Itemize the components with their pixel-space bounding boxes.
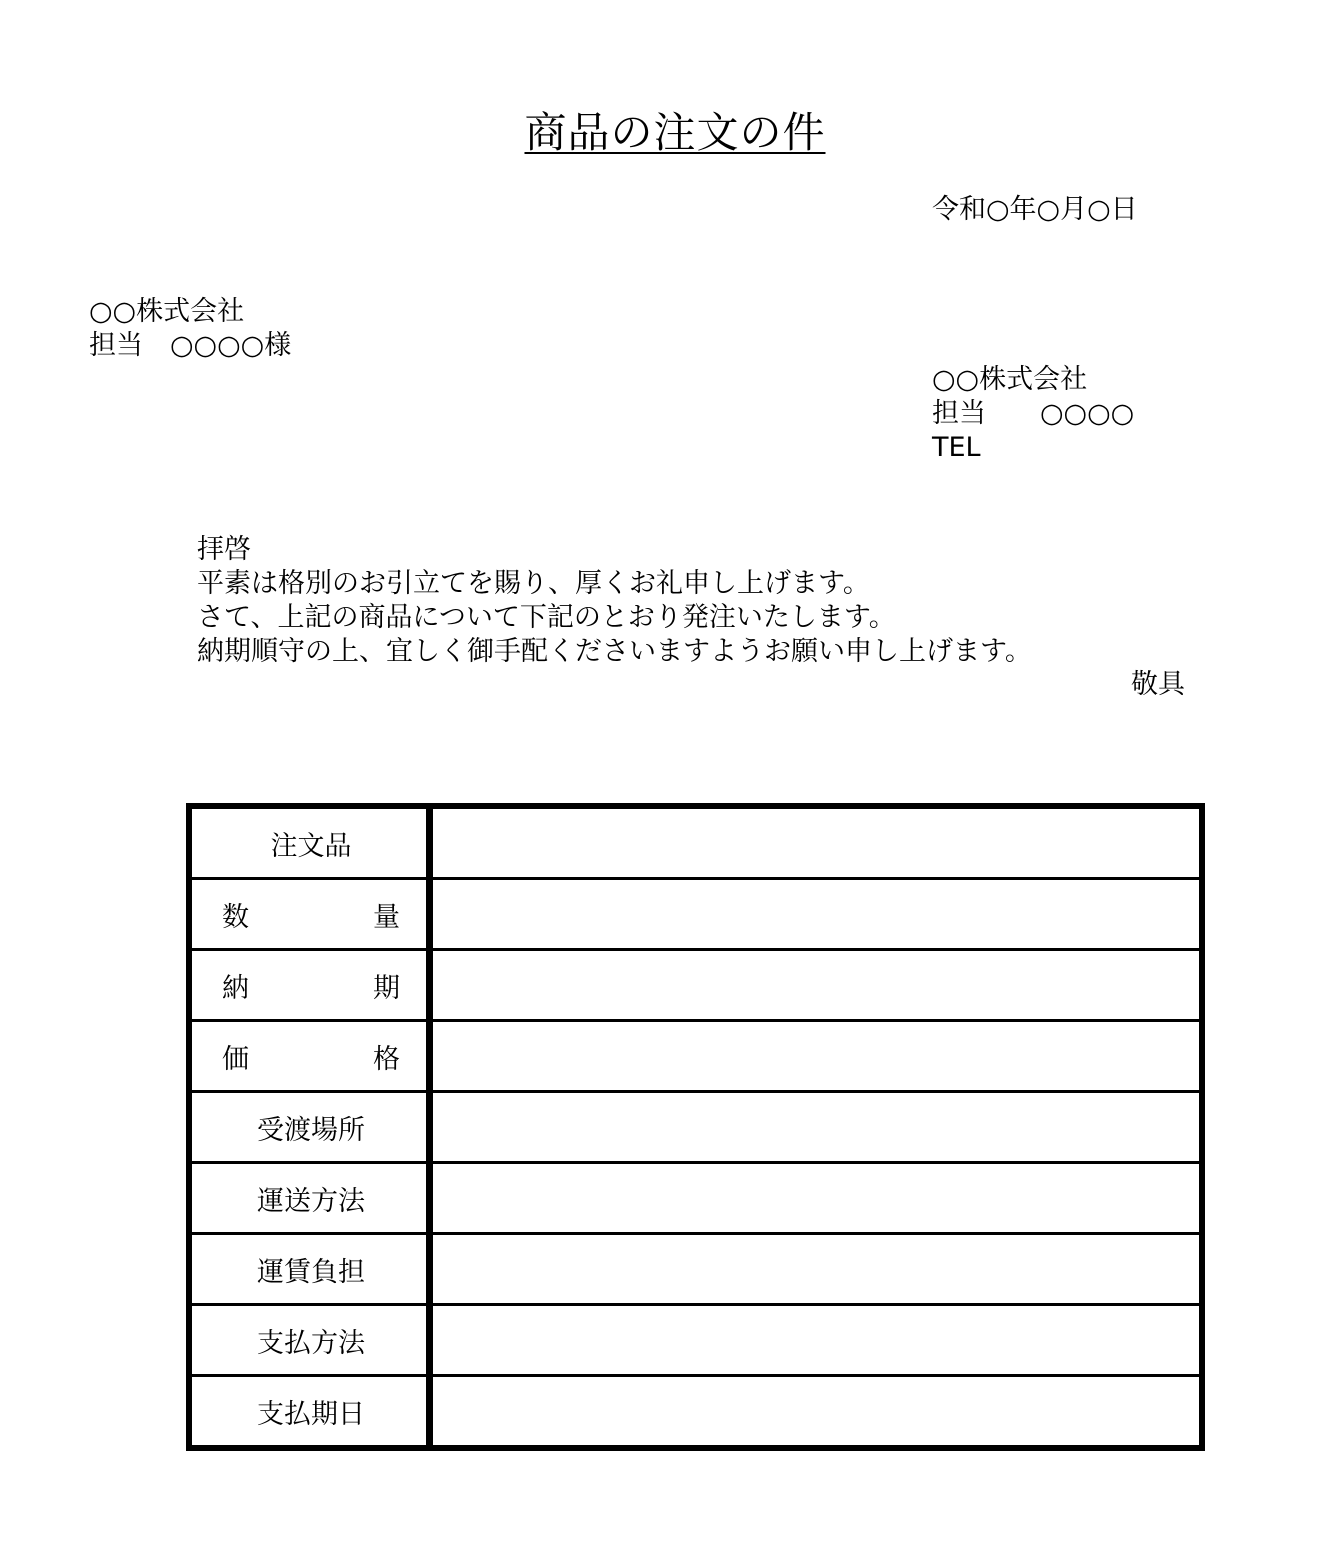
- row-label: [189, 806, 430, 879]
- row-label-char-2: 量: [373, 901, 400, 933]
- letter-line-3: 納期順守の上、宜しく御手配くださいますようお願い申し上げます。: [197, 636, 1032, 667]
- letter-opening: 拝啓: [197, 534, 251, 565]
- row-value-cell[interactable]: [430, 1021, 1203, 1092]
- row-label-text: 支払期日: [257, 1398, 365, 1430]
- row-label: [189, 950, 430, 1021]
- table-row: [189, 1234, 1202, 1305]
- row-label: [189, 1376, 430, 1449]
- row-value-cell[interactable]: [430, 1163, 1203, 1234]
- letter-line-2: さて、上記の商品について下記のとおり発注いたします。: [197, 602, 896, 633]
- row-label-text: 受渡場所: [257, 1114, 365, 1146]
- row-label-char-2: 格: [373, 1043, 400, 1075]
- table-row: [189, 1376, 1202, 1449]
- letter-closing: 敬具: [1131, 669, 1185, 700]
- table-row: [189, 1021, 1202, 1092]
- row-label-text: 注文品: [270, 830, 352, 862]
- recipient-company: ○○株式会社: [89, 296, 245, 327]
- row-label: [189, 1234, 430, 1305]
- row-label: [189, 1092, 430, 1163]
- table-row: [189, 1305, 1202, 1376]
- document-title-text: 商品の注文の件: [524, 108, 826, 157]
- document-date: 令和○年○月○日: [932, 194, 1138, 225]
- row-label-char-1: 価: [222, 1043, 249, 1075]
- recipient-block: [89, 295, 291, 363]
- row-value-cell[interactable]: [430, 1305, 1203, 1376]
- letter-line-1: 平素は格別のお引立てを賜り、厚くお礼申し上げます。: [197, 568, 870, 599]
- order-details-table: [186, 803, 1205, 1451]
- table-row: [189, 1092, 1202, 1163]
- sender-company: ○○株式会社: [932, 364, 1088, 395]
- table-row: [189, 950, 1202, 1021]
- row-label: [189, 1163, 430, 1234]
- row-label-char-1: 納: [222, 972, 249, 1004]
- row-label: [189, 1021, 430, 1092]
- row-value-cell[interactable]: [430, 1234, 1203, 1305]
- table-row: [189, 879, 1202, 950]
- letter-body: [197, 533, 1032, 669]
- row-value-cell[interactable]: [430, 1376, 1203, 1449]
- row-label-text: 運送方法: [257, 1185, 365, 1217]
- sender-tel: TEL: [932, 432, 981, 463]
- sender-person: 担当 ○○○○: [932, 398, 1135, 429]
- document-title: [0, 105, 1332, 161]
- row-label-char-2: 期: [373, 972, 400, 1004]
- row-value-cell[interactable]: [430, 879, 1203, 950]
- row-label: [189, 1305, 430, 1376]
- row-value-cell[interactable]: [430, 1092, 1203, 1163]
- row-value-cell[interactable]: [430, 806, 1203, 879]
- table-row: [189, 1163, 1202, 1234]
- row-value-cell[interactable]: [430, 950, 1203, 1021]
- recipient-person: 担当 ○○○○様: [89, 330, 292, 361]
- row-label-char-1: 数: [222, 901, 249, 933]
- table-row: [189, 806, 1202, 879]
- row-label-text: 支払方法: [257, 1327, 365, 1359]
- row-label-text: 運賃負担: [257, 1256, 365, 1288]
- row-label: [189, 879, 430, 950]
- sender-block: [932, 363, 1134, 465]
